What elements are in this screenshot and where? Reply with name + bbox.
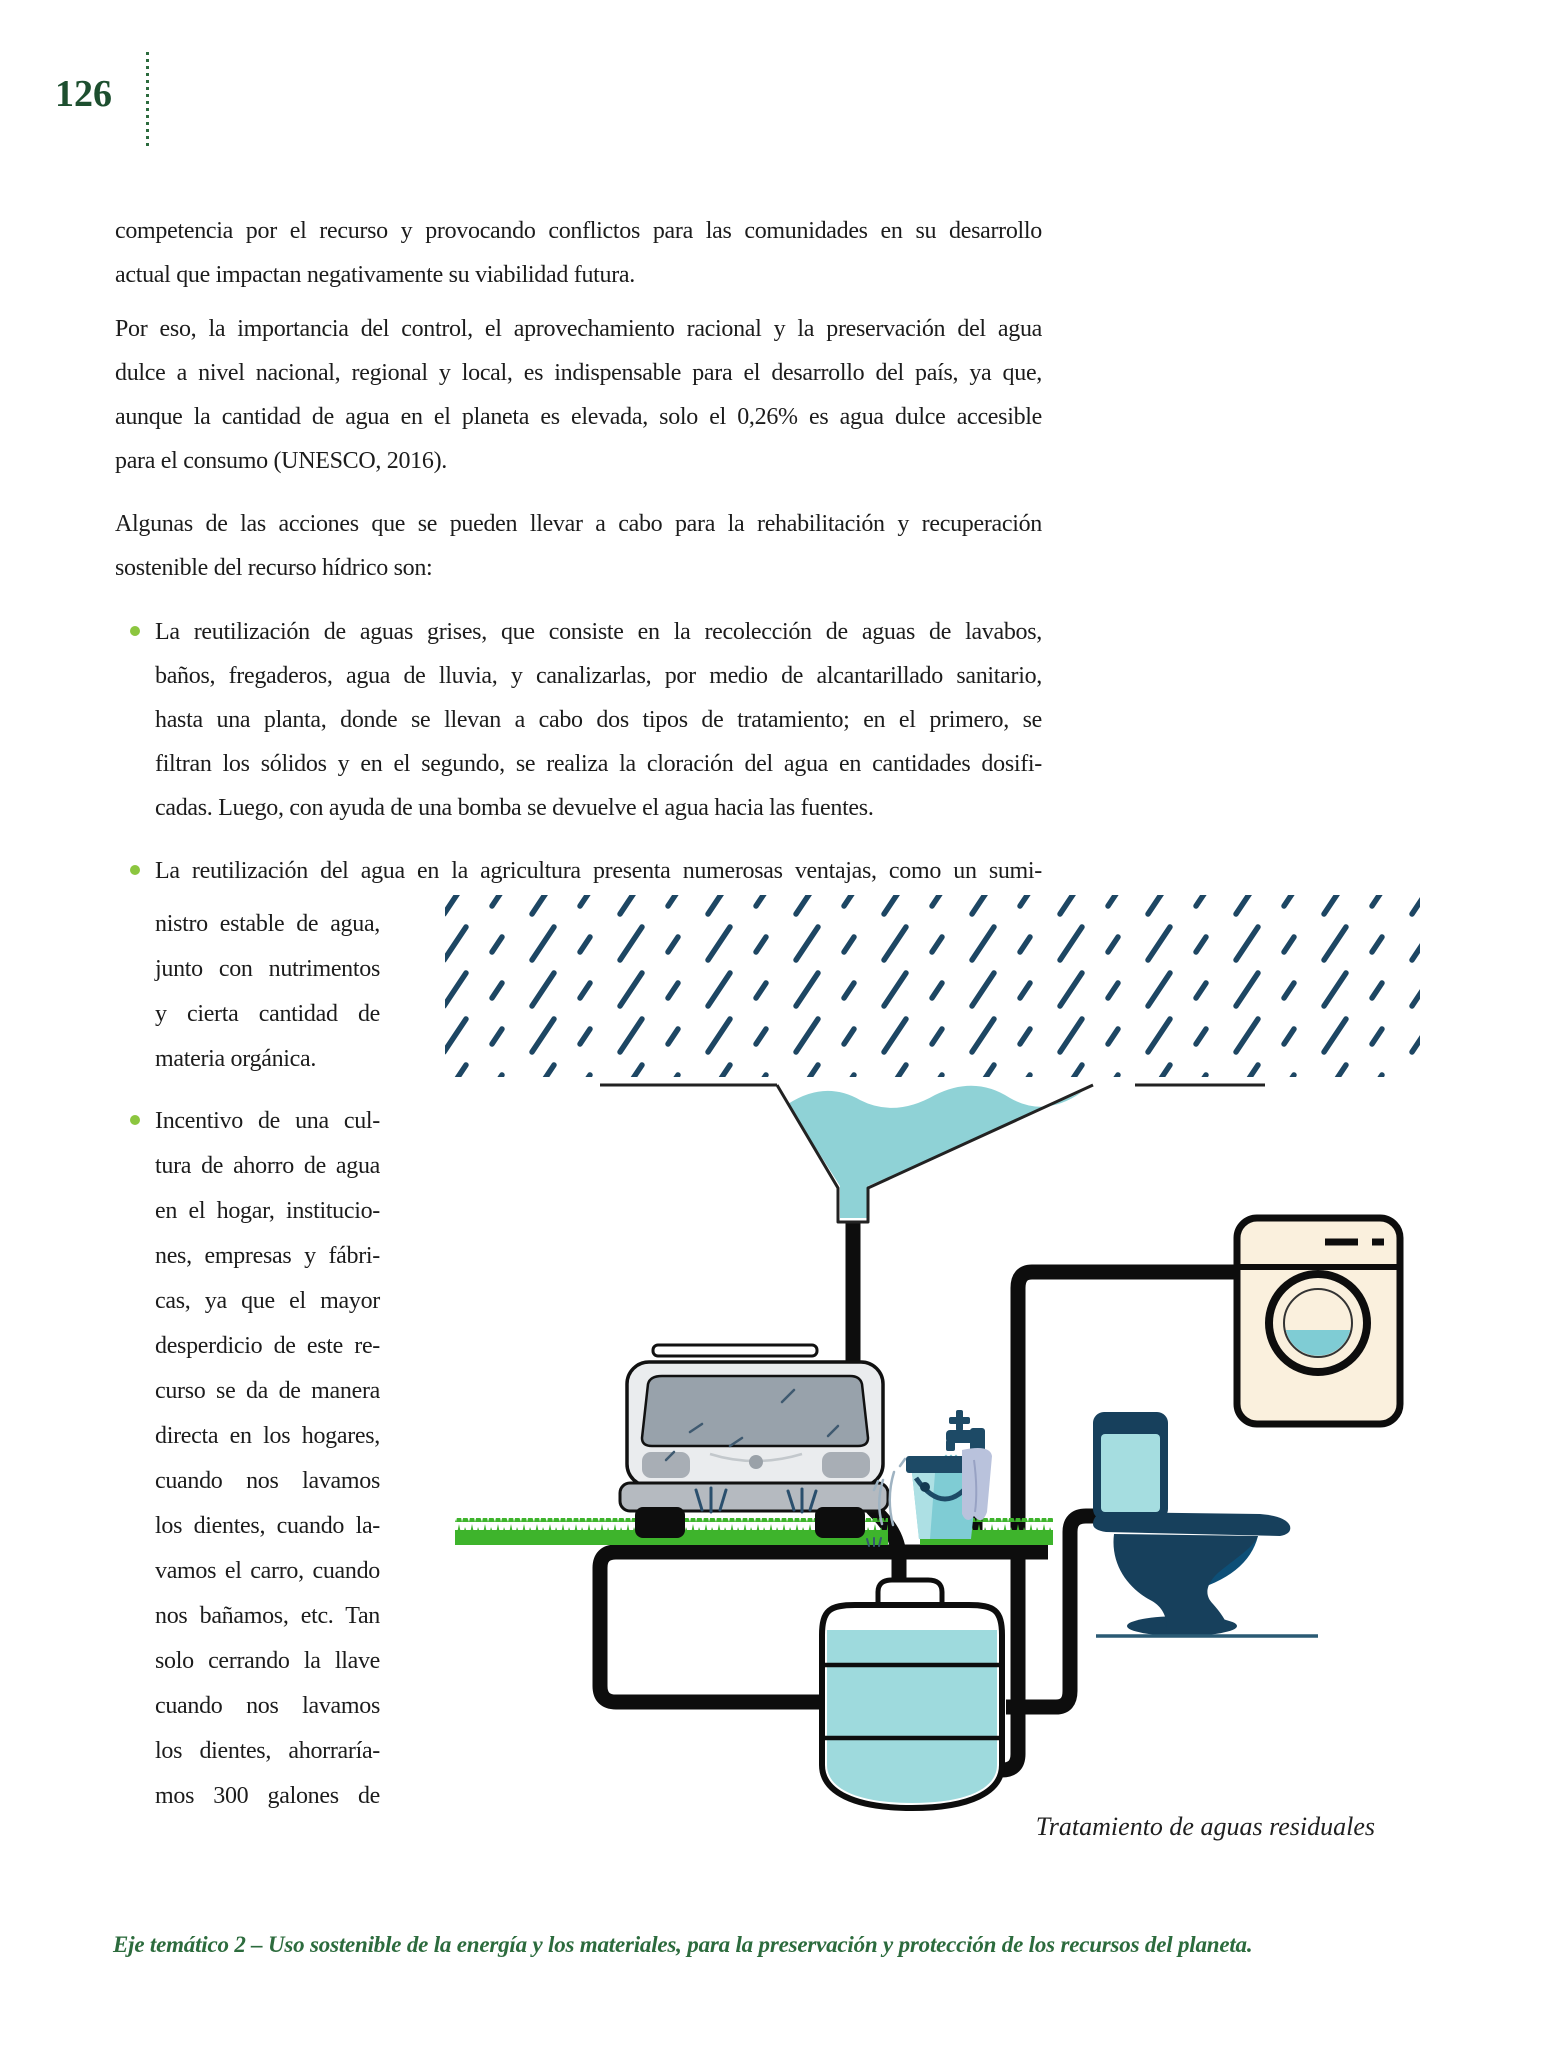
paragraph-algunas-acciones: Algunas de las acciones que se pueden llevar a cabo para la rehabilitación y recuperación sostenible del recurso hídrico son:	[115, 511, 1042, 581]
bullet-icon	[130, 626, 140, 636]
funnel-icon	[600, 1085, 1265, 1222]
paragraph-por-eso: Por eso, la importancia del control, el aprovechamiento racional y la preservación del agua dulce a nivel nacional, regional y local, es indispensable para el desarrollo del país, ya que, aunque la cantidad de agua en el planeta es elevada, solo el 0,26% es agua dulce accesible para el consumo (UNESCO, 2016).	[115, 316, 1042, 474]
bullet-icon	[130, 865, 140, 875]
water-treatment-illustration	[430, 690, 1430, 1865]
water-tank-icon	[822, 1580, 1002, 1808]
bullet-continuation-column: nistro estable de agua, junto con nutrimentos y cierta cantidad de materia orgánica.	[155, 911, 380, 1072]
footer-note: Eje temático 2 – Uso sostenible de la energía y los materiales, para la preservación y protección de los recursos del planeta.	[113, 1932, 1253, 1957]
bullet-text: La reutilización de aguas grises, que consiste en la recolección de aguas de lavabos, baños, fregaderos, agua de lluvia, y canalizarlas, por medio de alcantarillado sanitario, hasta una planta, donde se llevan a cabo dos tipos de tratamiento; en el primero, se filtran los sólidos y en el segundo, se realiza la cloración del agua en cantidades dosifi- cadas. Luego, con ayuda de una bomba se devuelve el agua hacia las fuentes.	[155, 619, 1042, 821]
bullet-text: Incentivo de una cul- tura de ahorro de agua en el hogar, institucio- nes, empresas y fábri- cas, ya que el mayor desperdicio de este re- curso se da de manera directa en los hogares, cuando nos lavamos los dientes, cuando la- vamos el carro, cuando nos bañamos, etc. Tan solo cerrando la llave cuando nos lavamos los dientes, ahorraría- mos 300 galones de	[155, 1108, 380, 1809]
page-number-divider	[146, 52, 149, 150]
washing-machine-icon	[1237, 1218, 1400, 1424]
bullet-text: La reutilización del agua en la agricultura presenta numerosas ventajas, como un sumi-	[155, 858, 1042, 884]
bullet-icon	[130, 1115, 140, 1125]
car-icon	[620, 1345, 888, 1538]
toilet-icon	[1093, 1412, 1318, 1636]
bullet-item-cultura-ahorro	[115, 1099, 395, 1819]
page-number: 126	[55, 73, 112, 115]
rain-icon	[445, 895, 1420, 1077]
rag-icon	[962, 1448, 992, 1520]
figure-caption: Tratamiento de aguas residuales	[1035, 1812, 1375, 1841]
paragraph-competencia: competencia por el recurso y provocando conflictos para las comunidades en su desarrollo actual que impactan negativamente su viabilidad futura.	[115, 218, 1042, 288]
